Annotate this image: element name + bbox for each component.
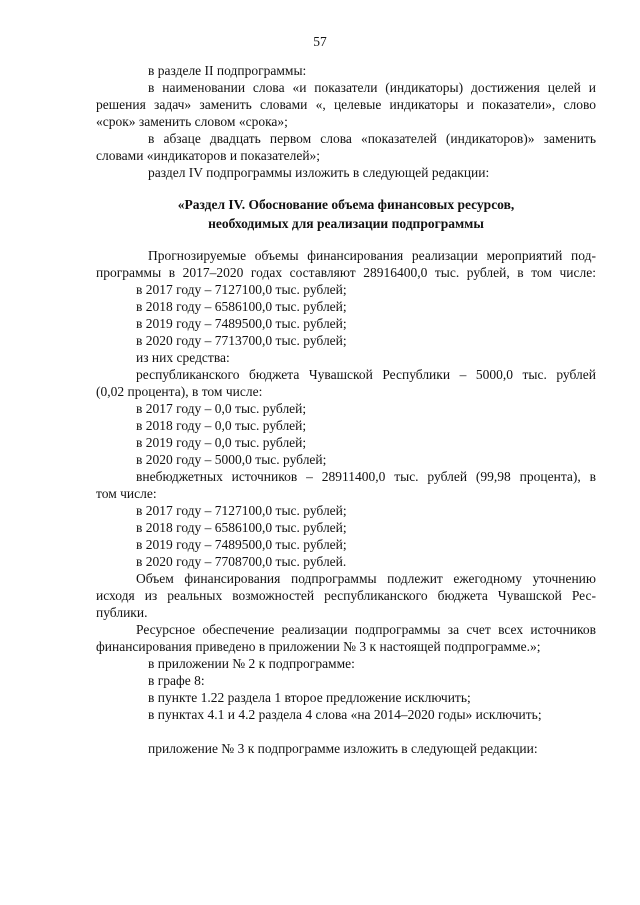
paragraph-line: в наименовании слова «и показатели (индикаторы) достижения целей и (148, 80, 596, 95)
paragraph-line: раздел IV подпрограммы изложить в следующей редакции: (148, 165, 490, 180)
paragraph-line: в 2017 году – 7127100,0 тыс. рублей; (136, 282, 347, 297)
paragraph-line: (0,02 процента), в том числе: (96, 384, 263, 399)
paragraph-line: в 2018 году – 6586100,0 тыс. рублей; (136, 520, 347, 535)
paragraph-line: в 2020 году – 5000,0 тыс. рублей; (136, 452, 327, 467)
paragraph-line: программы в 2017–2020 годах составляют 28916400,0 тыс. рублей, в том числе: (96, 265, 596, 280)
paragraph-line: в 2020 году – 7713700,0 тыс. рублей; (136, 333, 347, 348)
paragraph-line: Прогнозируемые объемы финансирования реализации мероприятий под- (148, 248, 596, 263)
paragraph-line: Объем финансирования подпрограммы подлежит ежегодному уточнению (136, 571, 596, 586)
paragraph-line: из них средства: (136, 350, 230, 365)
paragraph-line: в абзаце двадцать первом слова «показателей (индикаторов)» заменить (148, 131, 596, 146)
paragraph-line: в пунктах 4.1 и 4.2 раздела 4 слова «на 2014–2020 годы» исключить; (148, 707, 542, 722)
page-number: 57 (313, 34, 327, 49)
paragraph-line: публики. (96, 605, 148, 620)
paragraph-line: том числе: (96, 486, 157, 501)
paragraph-line: в 2017 году – 7127100,0 тыс. рублей; (136, 503, 347, 518)
paragraph-line: финансирования приведено в приложении № 3 к настоящей подпрограмме.»; (96, 639, 541, 654)
paragraph-line: приложение № 3 к подпрограмме изложить в следующей редакции: (148, 741, 538, 756)
paragraph-line: словами «индикаторов и показателей»; (96, 148, 321, 163)
paragraph-line: в 2019 году – 7489500,0 тыс. рублей; (136, 316, 347, 331)
paragraph-line: «срок» заменить словом «срока»; (96, 114, 288, 129)
section-heading-line-2: необходимых для реализации подпрограммы (208, 216, 484, 231)
paragraph-line: внебюджетных источников – 28911400,0 тыс. рублей (99,98 процента), в (136, 469, 596, 484)
paragraph-line: республиканского бюджета Чувашской Республики – 5000,0 тыс. рублей (136, 367, 596, 382)
paragraph-line: в 2018 году – 0,0 тыс. рублей; (136, 418, 307, 433)
paragraph-line: в приложении № 2 к подпрограмме: (148, 656, 355, 671)
paragraph-line: в 2019 году – 0,0 тыс. рублей; (136, 435, 307, 450)
paragraph-line: в пункте 1.22 раздела 1 второе предложение исключить; (148, 690, 471, 705)
paragraph-line: в 2019 году – 7489500,0 тыс. рублей; (136, 537, 347, 552)
paragraph-line: в 2020 году – 7708700,0 тыс. рублей. (136, 554, 347, 569)
section-heading-line-1: «Раздел IV. Обоснование объема финансовых ресурсов, (177, 197, 515, 212)
paragraph-line: Ресурсное обеспечение реализации подпрограммы за счет всех источников (136, 622, 596, 637)
paragraph-line: в 2017 году – 0,0 тыс. рублей; (136, 401, 307, 416)
paragraph-line: в разделе II подпрограммы: (148, 63, 307, 78)
paragraph-line: решения задач» заменить словами «, целевые индикаторы и показатели», слово (96, 97, 596, 112)
paragraph-line: в 2018 году – 6586100,0 тыс. рублей; (136, 299, 347, 314)
paragraph-line: в графе 8: (148, 673, 205, 688)
paragraph-line: исходя из реальных возможностей республиканского бюджета Чувашской Рес- (96, 588, 596, 603)
